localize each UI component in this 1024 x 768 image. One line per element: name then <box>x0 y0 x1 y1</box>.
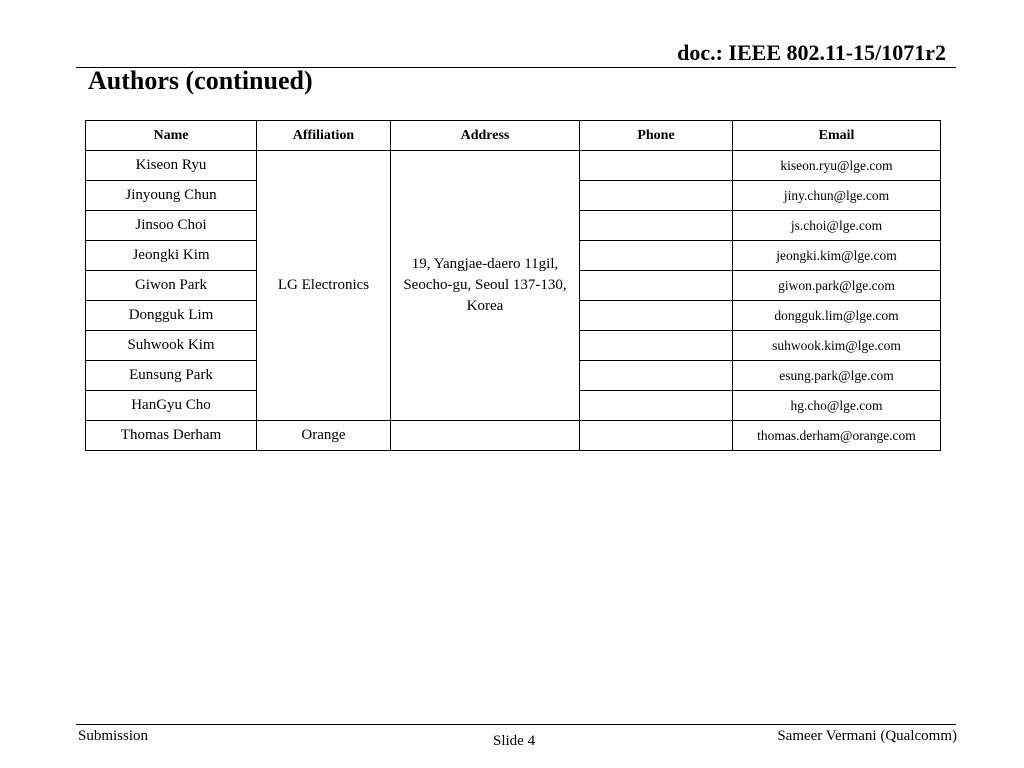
author-address <box>391 421 580 451</box>
author-email: thomas.derham@orange.com <box>733 421 941 451</box>
table-row <box>86 421 941 451</box>
author-phone <box>580 211 733 241</box>
author-email: jiny.chun@lge.com <box>733 181 941 211</box>
column-header-name: Name <box>86 121 257 151</box>
author-email: hg.cho@lge.com <box>733 391 941 421</box>
author-phone <box>580 361 733 391</box>
footer-author: Sameer Vermani (Qualcomm) <box>777 728 957 744</box>
author-name: Thomas Derham <box>86 421 257 451</box>
author-email: esung.park@lge.com <box>733 361 941 391</box>
author-affiliation: LG Electronics <box>257 151 391 421</box>
author-email: dongguk.lim@lge.com <box>733 301 941 331</box>
column-header-address: Address <box>391 121 580 151</box>
column-header-phone: Phone <box>580 121 733 151</box>
author-email: suhwook.kim@lge.com <box>733 331 941 361</box>
author-name: Jinsoo Choi <box>86 211 257 241</box>
author-phone <box>580 421 733 451</box>
author-phone <box>580 271 733 301</box>
author-name: Kiseon Ryu <box>86 151 257 181</box>
author-phone <box>580 301 733 331</box>
author-address: 19, Yangjae-daero 11gil, Seocho-gu, Seoul 137-130, Korea <box>391 151 580 421</box>
author-email: jeongki.kim@lge.com <box>733 241 941 271</box>
table-header-row <box>86 121 941 151</box>
author-name: Jinyoung Chun <box>86 181 257 211</box>
footer-divider <box>76 724 956 725</box>
author-phone <box>580 181 733 211</box>
author-name: Dongguk Lim <box>86 301 257 331</box>
author-name: Eunsung Park <box>86 361 257 391</box>
column-header-email: Email <box>733 121 941 151</box>
author-phone <box>580 241 733 271</box>
author-phone <box>580 151 733 181</box>
author-phone <box>580 391 733 421</box>
footer-submission: Submission <box>78 728 149 744</box>
author-name: HanGyu Cho <box>86 391 257 421</box>
author-affiliation: Orange <box>257 421 391 451</box>
column-header-affiliation: Affiliation <box>257 121 391 151</box>
author-email: kiseon.ryu@lge.com <box>733 151 941 181</box>
table-row <box>86 151 941 181</box>
slide-number: Slide 4 <box>493 733 536 749</box>
author-name: Jeongki Kim <box>86 241 257 271</box>
author-name: Giwon Park <box>86 271 257 301</box>
author-email: giwon.park@lge.com <box>733 271 941 301</box>
document-id: doc.: IEEE 802.11-15/1071r2 <box>677 40 946 65</box>
authors-table <box>85 120 941 451</box>
author-phone <box>580 331 733 361</box>
slide-title: Authors (continued) <box>88 66 313 95</box>
author-email: js.choi@lge.com <box>733 211 941 241</box>
author-name: Suhwook Kim <box>86 331 257 361</box>
